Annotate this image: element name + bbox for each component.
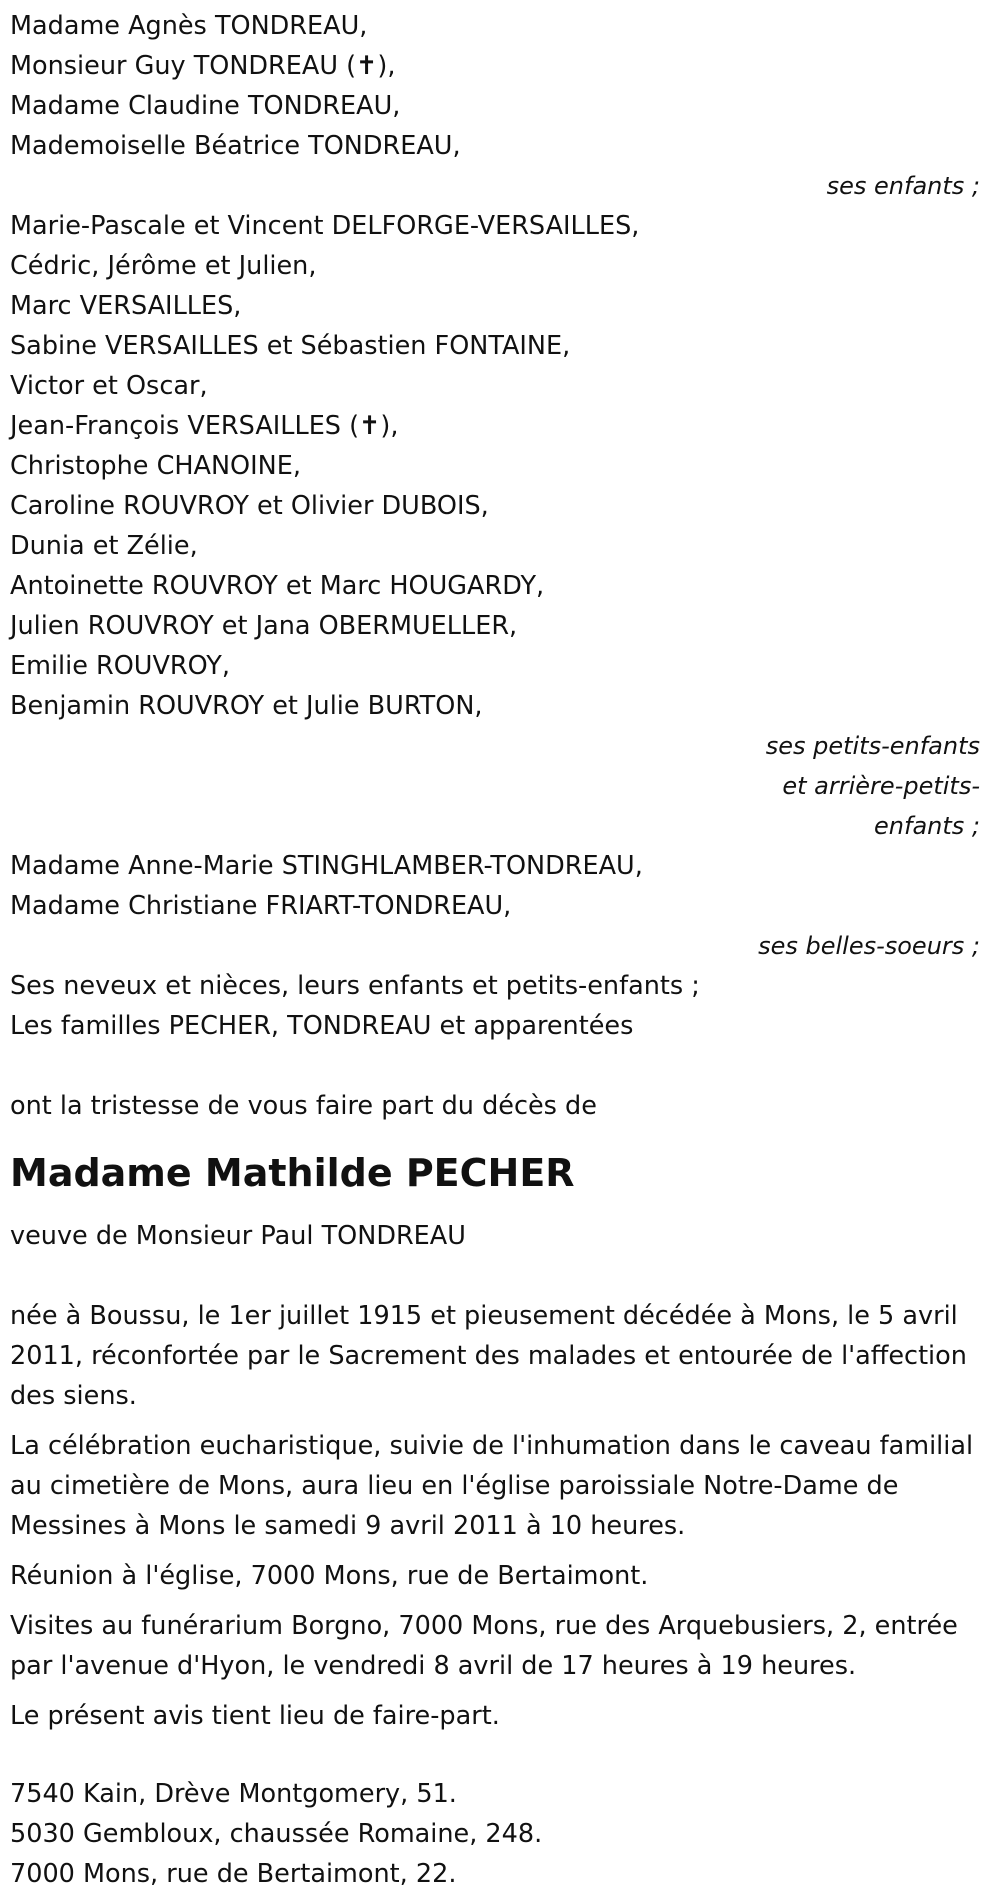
grandchild-name: Caroline ROUVROY et Olivier DUBOIS, <box>10 491 489 521</box>
other-relatives-line: Les familles PECHER, TONDREAU et apparentées <box>10 1011 634 1041</box>
child-name: Monsieur Guy TONDREAU (✝), <box>10 51 396 81</box>
child-name: Madame Agnès TONDREAU, <box>10 11 368 41</box>
grandchild-name: Benjamin ROUVROY et Julie BURTON, <box>10 691 483 721</box>
child-name: Mademoiselle Béatrice TONDREAU, <box>10 131 461 161</box>
other-relatives-line: Ses neveux et nièces, leurs enfants et petits-enfants ; <box>10 971 700 1001</box>
grandchildren-role-line: ses petits-enfants <box>765 732 980 760</box>
grandchild-name: Antoinette ROUVROY et Marc HOUGARDY, <box>10 571 545 601</box>
grandchild-name: Victor et Oscar, <box>10 371 208 401</box>
grandchild-name: Sabine VERSAILLES et Sébastien FONTAINE, <box>10 331 571 361</box>
widow-of-text: veuve de Monsieur Paul TONDREAU <box>10 1221 466 1251</box>
address-line: 7000 Mons, rue de Bertaimont, 22. <box>10 1859 457 1889</box>
grandchild-name: Cédric, Jérôme et Julien, <box>10 251 317 281</box>
grandchild-name: Christophe CHANOINE, <box>10 451 301 481</box>
meeting-paragraph: Réunion à l'église, 7000 Mons, rue de Bertaimont. <box>10 1561 649 1591</box>
announcement-text: ont la tristesse de vous faire part du décès de <box>10 1091 597 1121</box>
birth-death-paragraph: née à Boussu, le 1er juillet 1915 et pieusement décédée à Mons, le 5 avril 2011, réconfortée par le Sacrement des malades et entourée de l'affection des siens. <box>10 1301 967 1411</box>
children-section <box>10 6 990 206</box>
grandchild-name: Marie-Pascale et Vincent DELFORGE-VERSAILLES, <box>10 211 640 241</box>
children-role: ses enfants ; <box>826 172 980 200</box>
grandchild-name: Jean-François VERSAILLES (✝), <box>10 411 399 441</box>
addresses-section <box>10 1774 990 1894</box>
grandchild-name: Emilie ROUVROY, <box>10 651 230 681</box>
deceased-name: Madame Mathilde PECHER <box>10 1151 575 1195</box>
visits-paragraph: Visites au funérarium Borgno, 7000 Mons, rue des Arquebusiers, 2, entrée par l'avenue d'Hyon, le vendredi 8 avril de 17 heures à 19 heures. <box>10 1611 958 1681</box>
grandchild-name: Julien ROUVROY et Jana OBERMUELLER, <box>10 611 518 641</box>
grandchildren-section <box>10 206 990 846</box>
ceremony-paragraph: La célébration eucharistique, suivie de l'inhumation dans le caveau familial au cimetière de Mons, aura lieu en l'église paroissiale Notre-Dame de Messines à Mons le samedi 9 avril 2011 à 10 heures. <box>10 1431 974 1541</box>
child-name: Madame Claudine TONDREAU, <box>10 91 401 121</box>
address-line: 5030 Gembloux, chaussée Romaine, 248. <box>10 1819 543 1849</box>
sisters-in-law-role: ses belles-soeurs ; <box>758 932 980 960</box>
others-section <box>10 966 990 1046</box>
sister-in-law-name: Madame Christiane FRIART-TONDREAU, <box>10 891 512 921</box>
notice-paragraph: Le présent avis tient lieu de faire-part. <box>10 1701 500 1731</box>
grandchild-name: Dunia et Zélie, <box>10 531 198 561</box>
grandchildren-role-line: et arrière-petits- <box>782 772 980 800</box>
sisters-in-law-section <box>10 846 990 966</box>
grandchild-name: Marc VERSAILLES, <box>10 291 242 321</box>
address-line: 7540 Kain, Drève Montgomery, 51. <box>10 1779 457 1809</box>
grandchildren-role-line: enfants ; <box>874 812 980 840</box>
sister-in-law-name: Madame Anne-Marie STINGHLAMBER-TONDREAU, <box>10 851 643 881</box>
